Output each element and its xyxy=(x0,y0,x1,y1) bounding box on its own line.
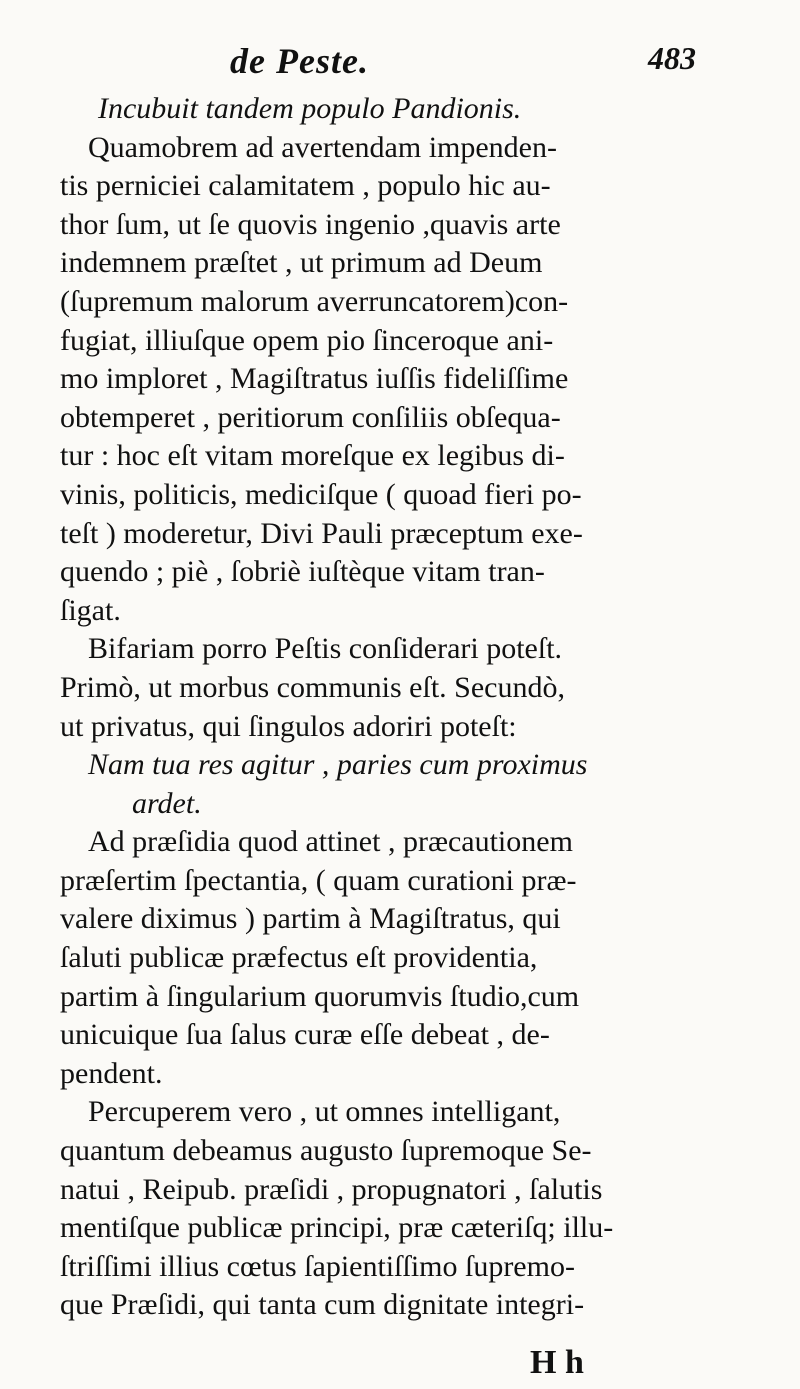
text-line: præſertim ſpectantia, ( quam curationi præ- xyxy=(60,863,577,897)
text-line: mentiſque publicæ principi, præ cæteriſq; illu- xyxy=(60,1211,614,1245)
text-line: indemnem præſtet , ut primum ad Deum xyxy=(60,246,543,280)
text-line: (ſupremum malorum averruncatorem)con- xyxy=(60,284,569,318)
text-line: natui , Reipub. præſidi , propugnatori , ſalutis xyxy=(60,1172,603,1206)
text-line: quantum debeamus augusto ſupremoque Se- xyxy=(60,1134,592,1168)
text-line: ut privatus, qui ſingulos adoriri poteſt: xyxy=(60,709,517,743)
text-line: Percuperem vero , ut omnes intelligant, xyxy=(88,1095,561,1129)
text-line: Quamobrem ad avertendam impenden- xyxy=(88,130,557,164)
text-line: ſtriſſimi illius cœtus ſapientiſſimo ſupremo- xyxy=(60,1249,575,1283)
text-line: ſaluti publicæ præfectus eſt providentia, xyxy=(60,941,538,975)
page-number: 483 xyxy=(648,40,696,76)
signature-mark: H h xyxy=(530,1344,584,1381)
text-line: fugiat, illiuſque opem pio ſinceroque ani- xyxy=(60,323,554,357)
text-line: tis perniciei calamitatem , populo hic au- xyxy=(60,169,551,203)
text-line: tur : hoc eſt vitam moreſque ex legibus di- xyxy=(60,439,565,473)
body-text xyxy=(60,90,770,1325)
text-line: Ad præſidia quod attinet , præcautionem xyxy=(88,825,573,859)
text-line: thor ſum, ut ſe quovis ingenio ,quavis arte xyxy=(60,207,561,241)
text-line: unicuique ſua ſalus curæ eſſe debeat , de- xyxy=(60,1018,550,1052)
text-line: Incubuit tandem populo Pandionis. xyxy=(98,92,522,125)
text-line: obtemperet , peritiorum conſiliis obſequa- xyxy=(60,400,561,434)
text-line: quendo ; piè , ſobriè iuſtèque vitam tran- xyxy=(60,555,545,589)
text-line: Primò, ut morbus communis eſt. Secundò, xyxy=(60,670,565,704)
text-line: pendent. xyxy=(60,1056,163,1090)
text-line: ſigat. xyxy=(60,593,121,627)
text-line: que Præſidi, qui tanta cum dignitate integri- xyxy=(60,1288,585,1322)
text-line: mo imploret , Magiſtratus iuſſis fideliſſime xyxy=(60,362,569,396)
text-line: partim à ſingularium quorumvis ſtudio,cum xyxy=(60,979,580,1013)
text-line: ardet. xyxy=(132,786,202,820)
text-line: vinis, politicis, mediciſque ( quoad fieri po- xyxy=(60,477,582,511)
text-line: teſt ) moderetur, Divi Pauli præceptum exe- xyxy=(60,516,583,550)
running-head: de Peste. xyxy=(230,41,369,81)
page-header xyxy=(0,40,800,90)
text-line: Nam tua res agitur , paries cum proximus xyxy=(88,748,588,782)
text-line: Bifariam porro Peſtis conſiderari poteſt. xyxy=(88,632,563,666)
text-line: valere diximus ) partim à Magiſtratus, qui xyxy=(60,902,561,936)
